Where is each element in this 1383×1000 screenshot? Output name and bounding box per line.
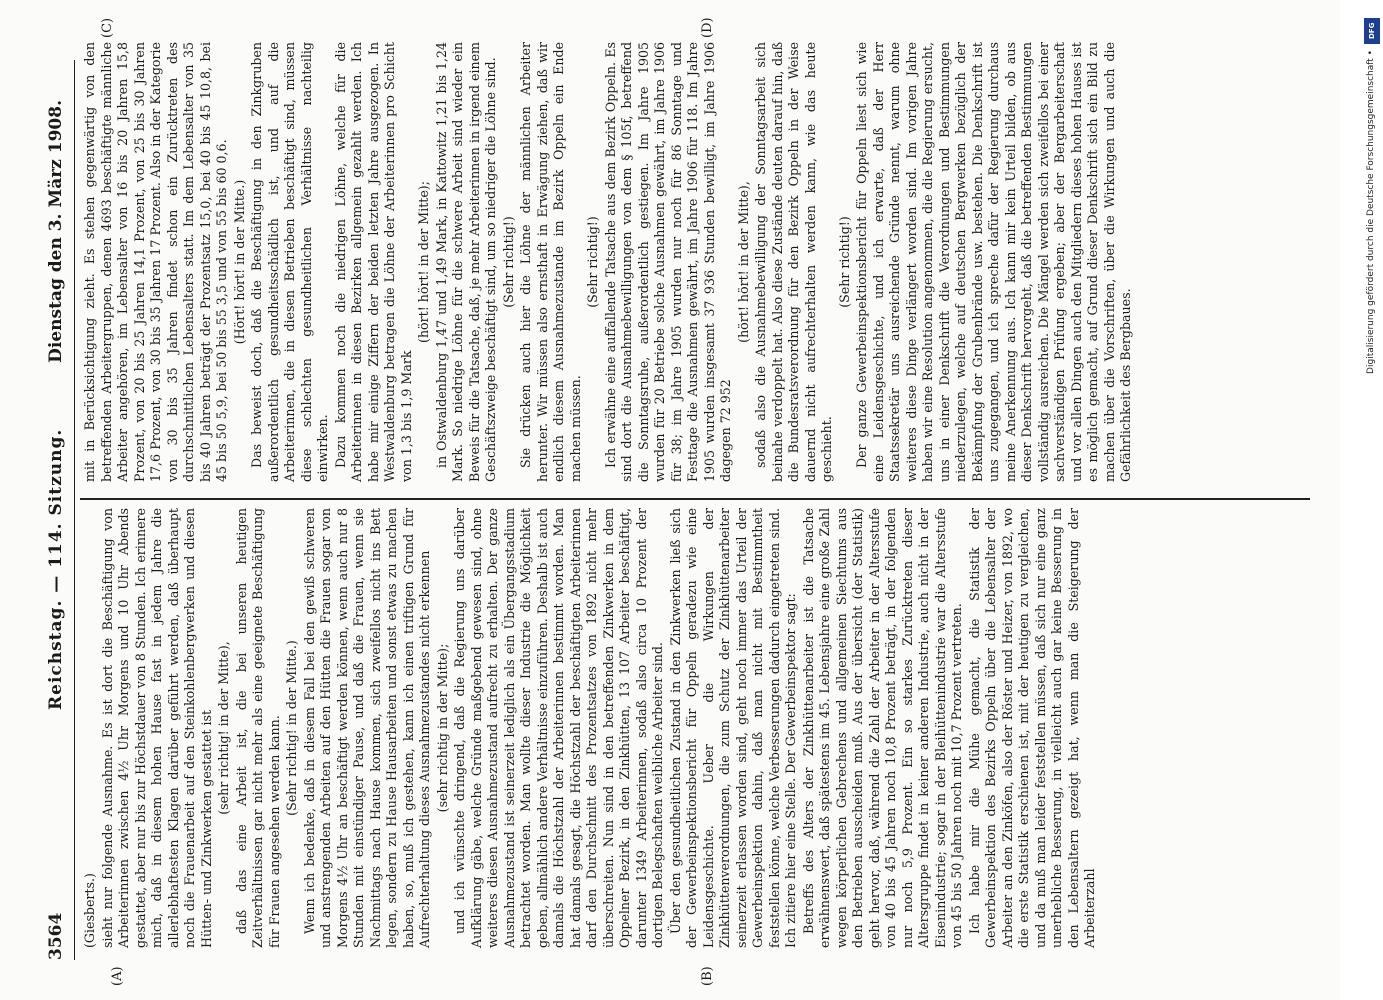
digitization-sidebar [1362,10,1382,990]
paragraph: (Sehr richtig!) [500,216,516,308]
digitization-note: Digitalisierung gefördert durch die Deutsche Forschungsgemeinschaft • [1366,50,1376,374]
paragraph: daß das eine Arbeit ist, die bei unseren heutigen Zeitverhältnissen gar nicht mehr als eine geeignete Beschäftigung für Frauen angesehen werden kann. [233,508,282,948]
paragraph: und ich wünschte dringend, daß die Regierung uns darüber Aufklärung gäbe, welche Gründe maßgebend gewesen sind, ohne weiteres diesen Ausnahmezustand aufrecht zu erhalten. Der ganze Ausnahmezustand ist seinerzeit lediglich als ein Übergangsstadium betrachtet worden. Man wollte dieser Industrie die Möglichkeit geben, allmählich andere Verhältnisse einzuführen. Deshalb ist auch damals die Höchstzahl der Arbeiterinnen bestimmt worden. Man hat damals gesagt, die Höchstzahl der beschäftigten Arbeiterinnen darf den Durchschnitt des Prozentsatzes von 1892 nicht mehr überschreiten. Nun sind in den betreffenden Zinkwerken in dem Oppelner Bezirk, in den Zinkhütten, 13 107 Arbeiter beschäftigt, darunter 1349 Arbeiterinnen, sodaß also circa 10 Prozent der dortigen Belegschaften weibliche Arbeiter sind. [452,508,665,948]
paragraph: in Ostwaldenburg 1,47 und 1,49 Mark, in Kattowitz 1,21 bis 1,24 Mark. So niedrige Löhne für die schwere Arbeit sind wieder ein Beweis für die Tatsache, daß, je mehr Arbeiterinnen in irgend einem Geschäftszweige beschäftigt sind, um so niedriger die Löhne sind. [433,42,498,482]
paragraph: (Sehr richtig!) [836,216,852,308]
paragraph: Betreffs des Alters der Zinkhüttenarbeiter ist die Tatsache erwähnenswert, daß spätestens im 45. Lebensjahre eine große Zahl wegen körperlichen Gebrechens und allgemeinen Siechtums aus den Betrieben ausscheiden muß. Aus der übersicht (der Statistik) geht hervor, daß, während die Zahl der Arbeiter in der Altersstufe von 40 bis 45 Jahren noch 10,8 Prozent beträgt, in der folgenden nur noch 5,9 Prozent. Ein so starkes Zurücktreten dieser Altersgruppe findet in keiner anderen Industrie, auch nicht in der Eisenindustrie; sogar in der Bleihüttenindustrie war die Altersstufe von 45 bis 50 Jahren noch mit 10,7 Prozent vertreten. [800,508,964,948]
left-column [82,508,1100,948]
paragraph: Der ganze Gewerbeinspektionsbericht für Oppeln liest sich wie eine Leidensgeschichte, und ich erwarte, daß der Herr Staatssekretär uns ausreichende Gründe nennt, warum ohne weiteres diese Dinge verlängert worden sind. Im vorigen Jahre haben wir eine Resolution angenommen, die die Regierung ersucht, uns in einer Denkschrift die Verordnungen und Bestimmungen niederzulegen, welche auf deutschen Bergwerken bezüglich der Bekämpfung der Grubenbrände usw. bestehen. Die Denkschrift ist uns zugegangen, und ich spreche dafür der Regierung durchaus meine Anerkennung aus. Ich kann mir kein Urteil bilden, ob aus dieser Denkschrift hervorgeht, daß die betreffenden Bestimmungen vollständig ausreichen. Die Mängel werden sich zweifellos bei einer sachverständigen Prüfung ergeben; aber der Bergarbeiterschaft und vor allen Dingen auch den Mitgliedern dieses hohen Hauses ist es möglich gemacht, auf Grund dieser Denkschrift sich ein Bild zu machen über die Vorschriften, über die Wirkungen und auch die Gefährlichkeit des Bergbaues. [854,42,1133,482]
paragraph: Dazu kommen noch die niedrigen Löhne, welche für die Arbeiterinnen in diesen Bezirken allgemein gezahlt werden. Ich habe mir einige Ziffern der beiden letzten Jahre ausgezogen. In Westwaldenburg betragen die Löhne der Arbeiterinnen pro Schicht von 1,3 bis 1,9 Mark [332,42,414,482]
margin-letter-b: (B) [700,966,715,986]
paragraph: Ich habe mir die Mühe gemacht, die Statistik der Gewerbeinspektion des Bezirks Oppeln über die Lebensalter der Arbeiter an den Zinköfen, also der Röster und Heizer, von 1892, wo die erste Statistik erschienen ist, mit der heutigen zu vergleichen, und da muß man leider feststellen müssen, daß sich nur eine ganz unerhebliche Besserung, in vielleicht auch gar keine Besserung in den Lebensaltern gezeigt hat, wenn man die Steigerung der Arbeiterzahl [966,508,1097,948]
session-title: Reichstag. — 114. Sitzung. [46,428,66,710]
paragraph: Sie drücken auch hier die Löhne der männlichen Arbeiter herunter. Wir müssen also ernsthaft in Erwägung ziehen, daß wir endlich diesem Ausnahmezustande im Bezirk Oppeln ein Ende machen müssen. [518,42,583,482]
paragraph: (hört! hört! in der Mitte), [735,181,751,343]
paragraph: (sehr richtig in der Mitte); [434,643,450,813]
paragraph: (Hört! hört! in der Mitte.) [231,179,247,345]
paragraph: (Sehr richtig!) [585,216,600,308]
page-number: 3564 [46,912,66,960]
speaker-label: (Giesberts.) [82,873,97,948]
paragraph: mit in Berücksichtigung zieht. Es stehen gegenwärtig von den betreffenden Arbeitergruppen, denen 4693 beschäftigte männliche Arbeiter angehören, im Lebensalter von 16 bis 20 Jahren 15,8 Prozent, von 20 bis 25 Jahren 14,1 Prozent, von 25 bis 30 Jahren 17,6 Prozent, von 30 bis 35 Jahren 17 Prozent. Also in der Kategorie von 30 bis 35 Jahren findet schon ein Zurücktreten des durchschnittlichen Lebensalters statt. Im dem Lebensalter von 35 bis 40 Jahren beträgt der Prozentsatz 15,0, bei 40 bis 45 10,8, bei 45 bis 50 5,9, bei 50 bis 55 3,5 und von 55 bis 60 0,6. [82,42,229,482]
margin-letter-d: (D) [700,17,715,38]
margin-letter-a: (A) [110,966,125,986]
margin-letter-c: (C) [100,17,115,38]
paragraph: Das beweist doch, daß die Beschäftigung in den Zinkgruben außerordentlich gesundheitsschädlich ist, und auf die Arbeiterinnen, die in diesen Betrieben beschäftigt sind, müssen diese schlechten gesundheitlichen Verhältnisse nachteilig einwirken. [249,42,330,482]
page-header [42,40,72,960]
paragraph: (Sehr richtig! in der Mitte.) [284,640,299,816]
session-date: Dienstag den 3. März 1908. [46,100,66,363]
paragraph: Ich erwähne eine auffallende Tatsache aus dem Bezirk Oppeln. Es sind dort die Ausnahmebewilligungen von dem § 105f, betreffend die Sonntagsruhe, außerordentlich gestiegen. Im Jahre 1905 wurden für 20 Betriebe solche Ausnahmen gewährt, im Jahre 1906 für 38; im Jahre 1905 wurden nur noch für 86 Sonntage und Festtage die Ausnahmen gewährt, im Jahre 1906 für 118. Im Jahre 1905 wurden insgesamt 37 936 Stunden bewilligt, im Jahre 1906 dagegen 72 952 [602,42,733,482]
right-column [82,42,1136,482]
column-divider [80,498,1310,500]
paragraph: sieht nur folgende Ausnahme. Es ist dort die Beschäftigung von Arbeiterinnen zwischen 4½ Uhr Morgens und 10 Uhr Abends gestattet, aber nur bis zur Höchstdauer von 8 Stunden. Ich erinnere mich, daß in diesem hohen Hause fast in jedem Jahre die allerlebhaftesten Klagen darüber geführt werden, daß überhaupt noch die Frauenarbeit auf den Steinkohlenbergwerken und diesen Hütten- und Zinkwerken gestattet ist [99,508,214,948]
paragraph: Über den gesundheitlichen Zustand in den Zinkwerken ließ sich der Gewerbeinspektionsbericht für Oppeln geradezu wie eine Leidensgeschichte. Ueber die Wirkungen der Zinkhüttenverordnungen, die zum Schutz der Zinkhüttenarbeiter seinerzeit erlassen worden sind, geht noch immer das Urteil der Gewerbeinspektion dahin, daß man nicht mit Bestimmtheit feststellen könne, welche Verbesserungen dadurch eingetreten sind. Ich zitiere hier eine Stelle. Der Gewerbeinspektor sagt: [667,508,798,948]
paragraph: (sehr richtig! in der Mitte), [216,641,231,815]
paragraph: Wenn ich bedenke, daß in diesem Fall bei den gewiß schweren und anstrengenden Arbeiten auf den Hütten die Frauen sogar von Morgens 4½ Uhr an beschäftigt werden können, wenn auch nur 8 Stunden mit einstündiger Pause, und daß die Frauen, wenn sie Nachmittags nach Hause kommen, sich zweifellos nicht ins Bett legen, sondern zu Hause Hausarbeiten und sonst etwas zu machen haben, so, muß ich gestehen, kann ich einen triftigen Grund für Aufrechterhaltung dieses Ausnahmezustandes nicht erkennen [301,508,432,948]
paragraph: (hört! hört! in der Mitte); [416,181,431,343]
dfg-logo: DFG [1364,18,1380,44]
paragraph: sodaß also die Ausnahmebewilligung der Sonntagsarbeit sich beinahe verdoppelt hat. Also diese Zustände deuten darauf hin, daß die Bundesratsverordnung für den Bezirk Oppeln in der Weise dauernd nicht aufrechterhalten werden kann, wie das heute geschieht. [753,42,834,482]
header-rule [74,60,75,960]
